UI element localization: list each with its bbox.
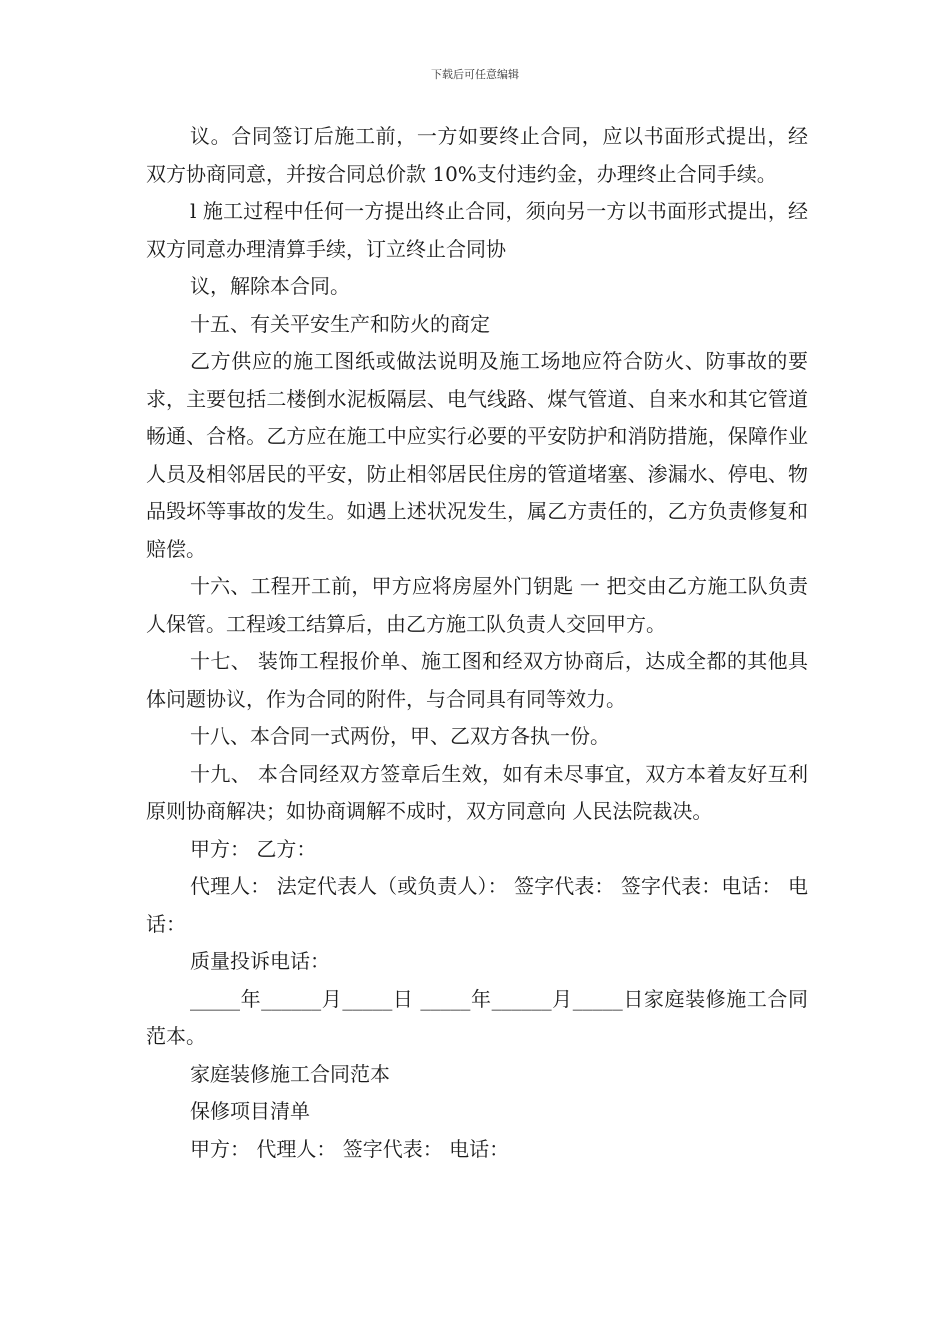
quality-complaint-phone: 质量投诉电话：: [190, 949, 330, 973]
paragraph-termination-before-construction: 议。合同签订后施工前，一方如要终止合同，应以书面形式提出，经双方协商同意，并按合同总价款 10%支付违约金，办理终止合同手续。: [146, 124, 808, 186]
paragraph-dissolve-contract: 议，解除本合同。: [190, 274, 350, 298]
template-title: 家庭装修施工合同范本: [190, 1061, 390, 1086]
paragraph-termination-during-construction: l 施工过程中任何一方提出终止合同，须向另一方以书面形式提出，经双方同意办理清算手续，订立终止合同协: [146, 199, 808, 261]
signature-parties: 甲方： 乙方：: [190, 836, 317, 861]
signature-representatives: 代理人： 法定代表人（或负责人）： 签字代表： 签字代表：电话： 电话：: [146, 874, 808, 936]
section-heading-15: 十五、有关平安生产和防火的商定: [190, 311, 490, 336]
section-18: 十八、本合同一式两份，甲、乙双方各执一份。: [190, 724, 610, 748]
paragraph-fire-safety: 乙方供应的施工图纸或做法说明及施工场地应符合防火、防事故的要求，主要包括二楼倒水泥板隔层、电气线路、煤气管道、自来水和其它管道畅通、合格。乙方应在施工中应实行必要的平安防护和消防措施，保障作业人员及相邻居民的平安，防止相邻居民住房的管道堵塞、渗漏水、停电、物品毁坏等事故的发生。如遇上述状况发生，属乙方责任的，乙方负责修复和赔偿。: [146, 349, 808, 561]
warranty-parties: 甲方： 代理人： 签字代表： 电话：: [190, 1136, 510, 1161]
page-header: 下载后可任意编辑: [431, 68, 519, 81]
section-17: 十七、 装饰工程报价单、施工图和经双方协商后，达成全都的其他具体问题协议，作为合同的附件，与合同具有同等效力。: [146, 649, 808, 711]
warranty-list-title: 保修项目清单: [190, 1099, 310, 1123]
signature-dates: _____年______月_____日 _____年______月_____日家庭装修施工合同范本。: [146, 986, 808, 1048]
section-19: 十九、 本合同经双方签章后生效，如有未尽事宜，双方本着友好互利原则协商解决；如协商调解不成时，双方同意向 人民法院裁决。: [146, 761, 808, 823]
document-body: [146, 118, 808, 1168]
section-16: 十六、工程开工前，甲方应将房屋外门钥匙 一 把交由乙方施工队负责人保管。工程竣工结算后，由乙方施工队负责人交回甲方。: [146, 574, 808, 636]
